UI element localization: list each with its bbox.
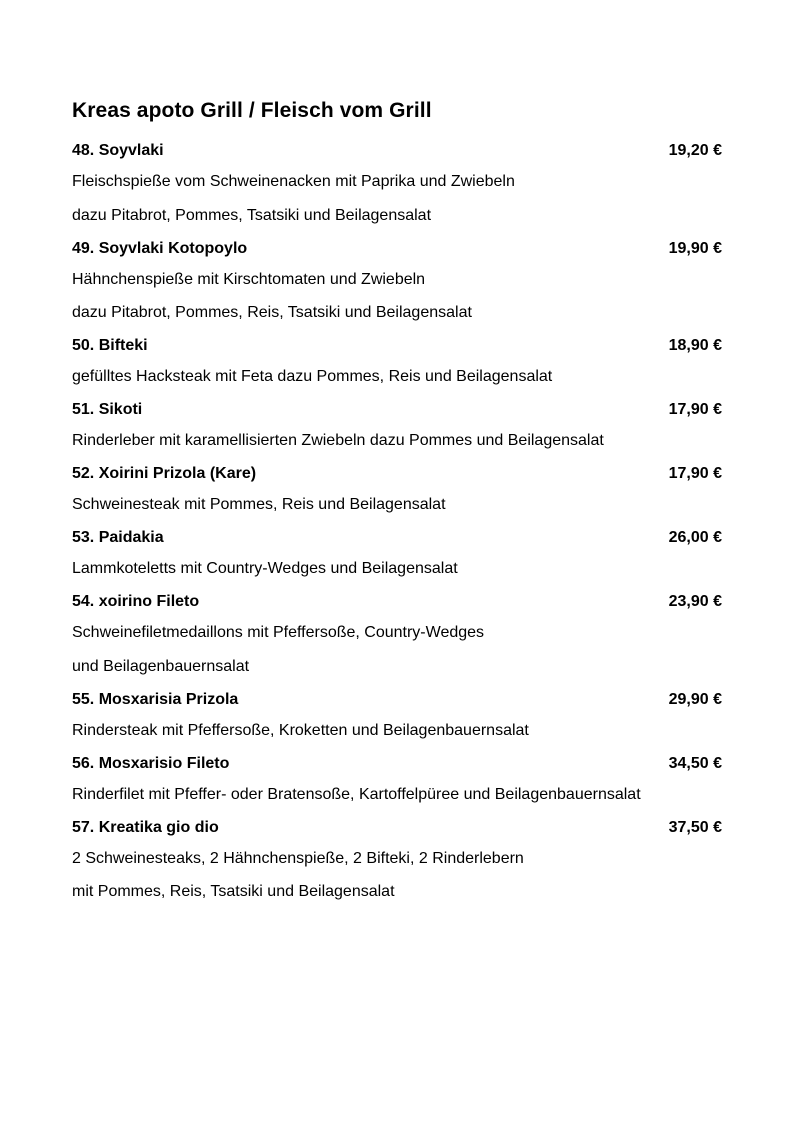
item-header	[72, 396, 722, 424]
item-price: 29,90 €	[668, 690, 722, 708]
item-name: 51. Sikoti	[72, 401, 143, 418]
item-description: und Beilagenbauernsalat	[72, 657, 250, 675]
item-description: dazu Pitabrot, Pommes, Reis, Tsatsiki und Beilagensalat	[72, 304, 472, 321]
menu-item-49	[72, 235, 722, 333]
item-description: Hähnchenspieße mit Kirschtomaten und Zwiebeln	[72, 270, 426, 288]
item-description: Rindersteak mit Pfeffersoße, Kroketten und Beilagenbauernsalat	[72, 721, 529, 739]
item-price: 37,50 €	[668, 818, 722, 836]
item-header	[72, 137, 722, 165]
menu-item-48	[72, 137, 722, 235]
item-price: 34,50 €	[668, 754, 722, 772]
item-description: 2 Schweinesteaks, 2 Hähnchenspieße, 2 Bifteki, 2 Rinderlebern	[72, 849, 524, 867]
item-description: Rinderfilet mit Pfeffer- oder Bratensoße, Kartoffelpüree und Beilagenbauernsalat	[72, 785, 641, 803]
item-header	[72, 235, 722, 263]
item-name: 53. Paidakia	[72, 529, 164, 546]
menu-item-55	[72, 686, 722, 750]
menu-item-54	[72, 588, 722, 686]
item-name: 54. xoirino Fileto	[72, 593, 200, 610]
item-header	[72, 460, 722, 488]
item-price: 19,20 €	[668, 142, 722, 159]
item-name: 52. Xoirini Prizola (Kare)	[72, 465, 257, 482]
item-description: gefülltes Hacksteak mit Feta dazu Pommes, Reis und Beilagensalat	[72, 368, 553, 385]
menu-item-51	[72, 396, 722, 460]
item-price: 23,90 €	[668, 593, 722, 610]
menu-item-57	[72, 814, 722, 912]
item-header	[72, 814, 722, 842]
item-name: 50. Bifteki	[72, 337, 148, 354]
item-name: 49. Soyvlaki Kotopoylo	[72, 239, 248, 257]
item-header	[72, 588, 722, 616]
item-name: 48. Soyvlaki	[72, 142, 164, 159]
menu-item-50	[72, 332, 722, 396]
item-header	[72, 750, 722, 778]
item-name: 57. Kreatika gio dio	[72, 818, 219, 836]
item-description: Schweinesteak mit Pommes, Reis und Beilagensalat	[72, 496, 446, 513]
menu-item-52	[72, 460, 722, 524]
menu-page	[72, 96, 722, 911]
item-price: 17,90 €	[668, 465, 722, 482]
item-price: 17,90 €	[668, 401, 722, 418]
item-description: Fleischspieße vom Schweinenacken mit Paprika und Zwiebeln	[72, 173, 515, 190]
menu-item-53	[72, 524, 722, 588]
item-price: 18,90 €	[668, 337, 722, 354]
item-price: 26,00 €	[668, 529, 722, 546]
page-title: Kreas apoto Grill / Fleisch vom Grill	[72, 99, 432, 122]
item-header	[72, 524, 722, 552]
item-description: Schweinefiletmedaillons mit Pfeffersoße, Country-Wedges	[72, 624, 485, 641]
menu-item-56	[72, 750, 722, 814]
item-name: 56. Mosxarisio Fileto	[72, 754, 230, 772]
item-description: Rinderleber mit karamellisierten Zwiebeln dazu Pommes und Beilagensalat	[72, 432, 604, 449]
item-description: Lammkoteletts mit Country-Wedges und Beilagensalat	[72, 560, 458, 577]
item-price: 19,90 €	[668, 239, 722, 257]
item-header	[72, 332, 722, 360]
item-header	[72, 686, 722, 714]
item-description: dazu Pitabrot, Pommes, Tsatsiki und Beilagensalat	[72, 206, 432, 224]
item-description: mit Pommes, Reis, Tsatsiki und Beilagensalat	[72, 883, 395, 900]
item-name: 55. Mosxarisia Prizola	[72, 690, 239, 708]
